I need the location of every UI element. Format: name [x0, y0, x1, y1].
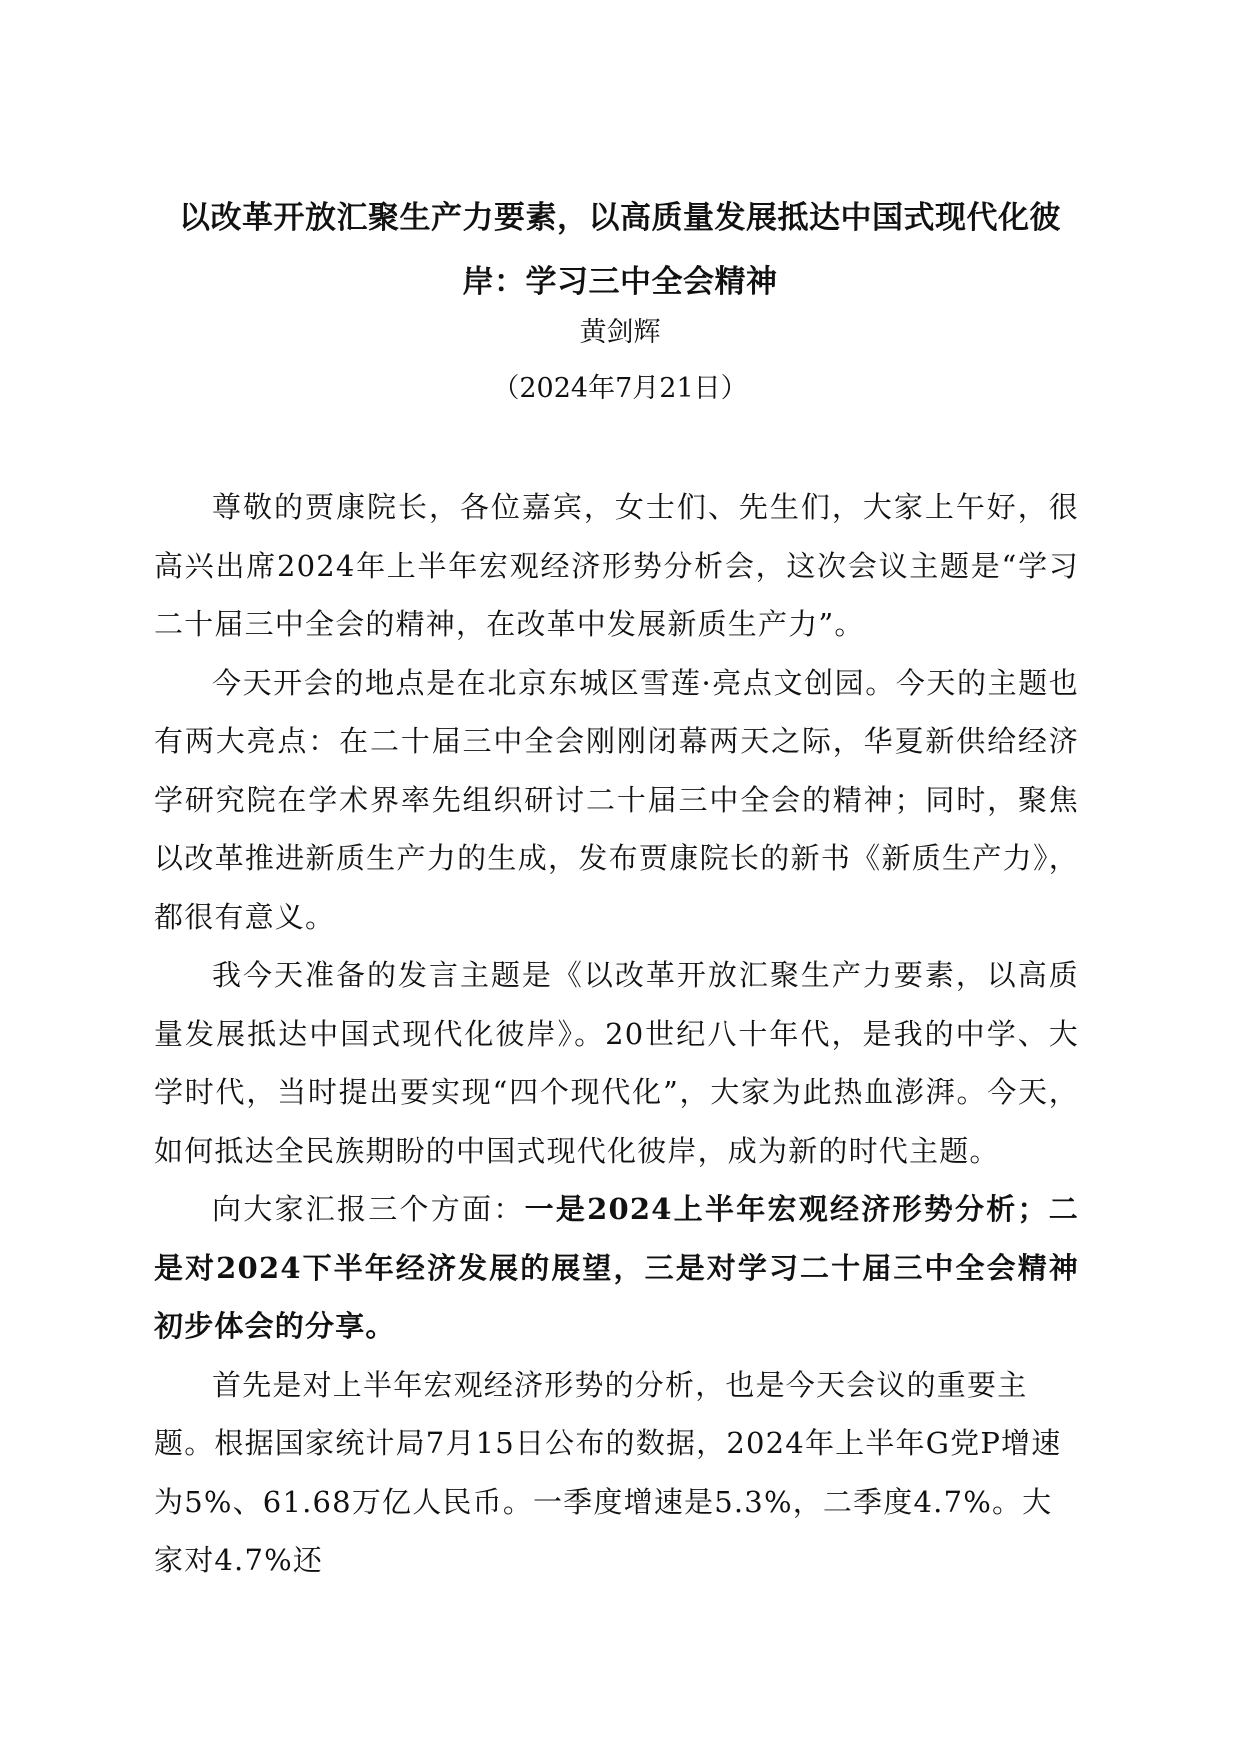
document-title: 以改革开放汇聚生产力要素，以高质量发展抵达中国式现代化彼岸：学习三中全会精神	[179, 200, 1061, 300]
author-name: 黄剑辉	[579, 317, 661, 348]
paragraph-topic: 我今天准备的发言主题是《以改革开放汇聚生产力要素，以高质量发展抵达中国式现代化彼岸》。20世纪八十年代，是我的中学、大学时代，当时提出要实现“四个现代化”，大家为此热血澎湃。今天，如何抵达全民族期盼的中国式现代化彼岸，成为新的时代主题。	[154, 958, 1079, 1168]
outline-lead: 向大家汇报三个方面：	[212, 1192, 525, 1226]
speech-date: （2024年7月21日）	[492, 373, 748, 404]
paragraph-greeting: 尊敬的贾康院长，各位嘉宾，女士们、先生们，大家上午好，很高兴出席2024年上半年宏观经济形势分析会，这次会议主题是“学习二十届三中全会的精神，在改革中发展新质生产力”。	[154, 490, 1079, 641]
outline-bold-points: 一是2024上半年宏观经济形势分析；二是对2024下半年经济发展的展望，三是对学习二十届三中全会精神初步体会的分享。	[154, 1192, 1079, 1343]
paragraph-outline	[154, 1180, 1079, 1356]
paragraph-analysis: 首先是对上半年宏观经济形势的分析，也是今天会议的重要主题。根据国家统计局7月15日公布的数据，2024年上半年G党P增速为5%、61.68万亿人民币。一季度增速是5.3%，二季度4.7%。大家对4.7%还	[154, 1367, 1062, 1577]
document-body	[154, 478, 1079, 1590]
paragraph-venue: 今天开会的地点是在北京东城区雪莲·亮点文创园。今天的主题也有两大亮点：在二十届三中全会刚刚闭幕两天之际，华夏新供给经济学研究院在学术界率先组织研讨二十届三中全会的精神；同时，聚焦以改革推进新质生产力的生成，发布贾康院长的新书《新质生产力》，都很有意义。	[154, 665, 1079, 934]
